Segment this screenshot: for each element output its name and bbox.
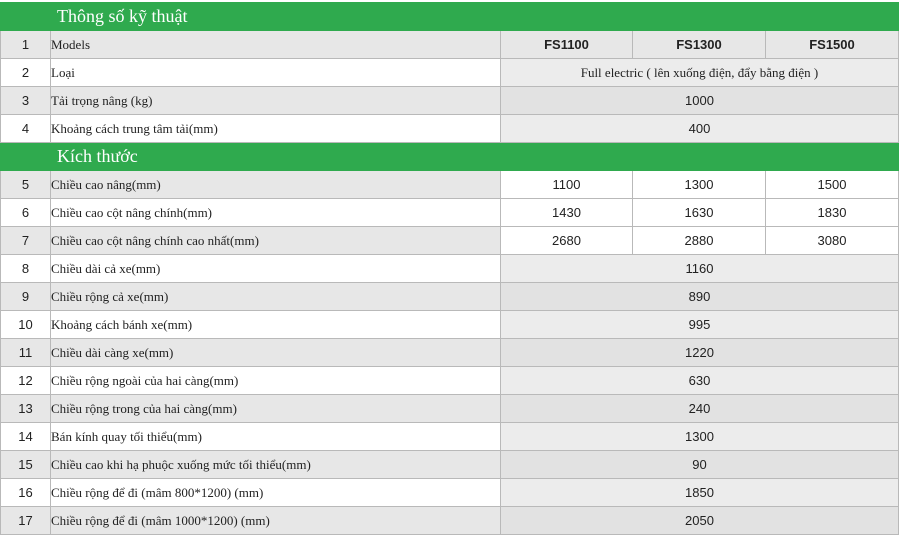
table-row [1, 87, 899, 115]
row-label: Chiều rộng trong của hai càng(mm) [51, 395, 501, 423]
row-value: 1850 [501, 479, 899, 507]
section-fill [501, 143, 899, 171]
row-label: Chiều cao cột nâng chính cao nhất(mm) [51, 227, 501, 255]
value-fs1100: 2680 [501, 227, 633, 255]
row-number: 2 [1, 59, 51, 87]
table-row [1, 115, 899, 143]
value-fs1300: 1300 [633, 171, 766, 199]
section-number-cell [1, 3, 51, 31]
table-row [1, 479, 899, 507]
value-fs1300: 1630 [633, 199, 766, 227]
row-label: Chiều rộng để đi (mâm 800*1200) (mm) [51, 479, 501, 507]
row-label: Khoảng cách bánh xe(mm) [51, 311, 501, 339]
row-label: Chiều cao cột nâng chính(mm) [51, 199, 501, 227]
row-label: Models [51, 31, 501, 59]
table-row [1, 451, 899, 479]
table-row [1, 339, 899, 367]
row-value: 630 [501, 367, 899, 395]
row-number: 11 [1, 339, 51, 367]
row-number: 13 [1, 395, 51, 423]
row-label: Loại [51, 59, 501, 87]
row-number: 8 [1, 255, 51, 283]
table-row [1, 227, 899, 255]
row-label: Chiều dài cả xe(mm) [51, 255, 501, 283]
table-row [1, 59, 899, 87]
table-row [1, 31, 899, 59]
spec-table [0, 2, 899, 535]
table-row [1, 255, 899, 283]
model-fs1500: FS1500 [766, 31, 899, 59]
row-label: Chiều dài càng xe(mm) [51, 339, 501, 367]
model-fs1300: FS1300 [633, 31, 766, 59]
row-number: 15 [1, 451, 51, 479]
value-fs1500: 3080 [766, 227, 899, 255]
row-number: 5 [1, 171, 51, 199]
model-fs1100: FS1100 [501, 31, 633, 59]
row-label: Khoảng cách trung tâm tải(mm) [51, 115, 501, 143]
row-value: 1300 [501, 423, 899, 451]
table-row [1, 367, 899, 395]
table-row [1, 423, 899, 451]
section-title: Thông số kỹ thuật [51, 3, 899, 31]
row-number: 16 [1, 479, 51, 507]
row-value: 995 [501, 311, 899, 339]
row-value: 1000 [501, 87, 899, 115]
section-header-specs [1, 3, 899, 31]
section-number-cell [1, 143, 51, 171]
value-fs1100: 1100 [501, 171, 633, 199]
table-row [1, 507, 899, 535]
section-header-dimensions [1, 143, 899, 171]
row-value: 400 [501, 115, 899, 143]
table-row [1, 311, 899, 339]
table-row [1, 171, 899, 199]
row-number: 3 [1, 87, 51, 115]
row-value: 890 [501, 283, 899, 311]
row-number: 17 [1, 507, 51, 535]
value-fs1500: 1500 [766, 171, 899, 199]
row-number: 14 [1, 423, 51, 451]
row-number: 4 [1, 115, 51, 143]
row-label: Tải trọng nâng (kg) [51, 87, 501, 115]
row-value: 1160 [501, 255, 899, 283]
row-label: Chiều cao nâng(mm) [51, 171, 501, 199]
row-label: Chiều rộng để đi (mâm 1000*1200) (mm) [51, 507, 501, 535]
table-row [1, 283, 899, 311]
row-label: Chiều cao khi hạ phuộc xuống mức tối thiểu(mm) [51, 451, 501, 479]
row-value: 1220 [501, 339, 899, 367]
row-number: 9 [1, 283, 51, 311]
table-row [1, 199, 899, 227]
row-label: Chiều rộng ngoài của hai càng(mm) [51, 367, 501, 395]
row-number: 1 [1, 31, 51, 59]
row-number: 7 [1, 227, 51, 255]
section-title: Kích thước [51, 143, 501, 171]
row-value: 240 [501, 395, 899, 423]
value-fs1500: 1830 [766, 199, 899, 227]
row-label: Bán kính quay tối thiểu(mm) [51, 423, 501, 451]
row-number: 12 [1, 367, 51, 395]
value-fs1300: 2880 [633, 227, 766, 255]
row-value: Full electric ( lên xuống điện, đẩy bằng điện ) [501, 59, 899, 87]
row-value: 2050 [501, 507, 899, 535]
row-label: Chiều rộng cả xe(mm) [51, 283, 501, 311]
table-row [1, 395, 899, 423]
row-number: 10 [1, 311, 51, 339]
row-value: 90 [501, 451, 899, 479]
row-number: 6 [1, 199, 51, 227]
value-fs1100: 1430 [501, 199, 633, 227]
